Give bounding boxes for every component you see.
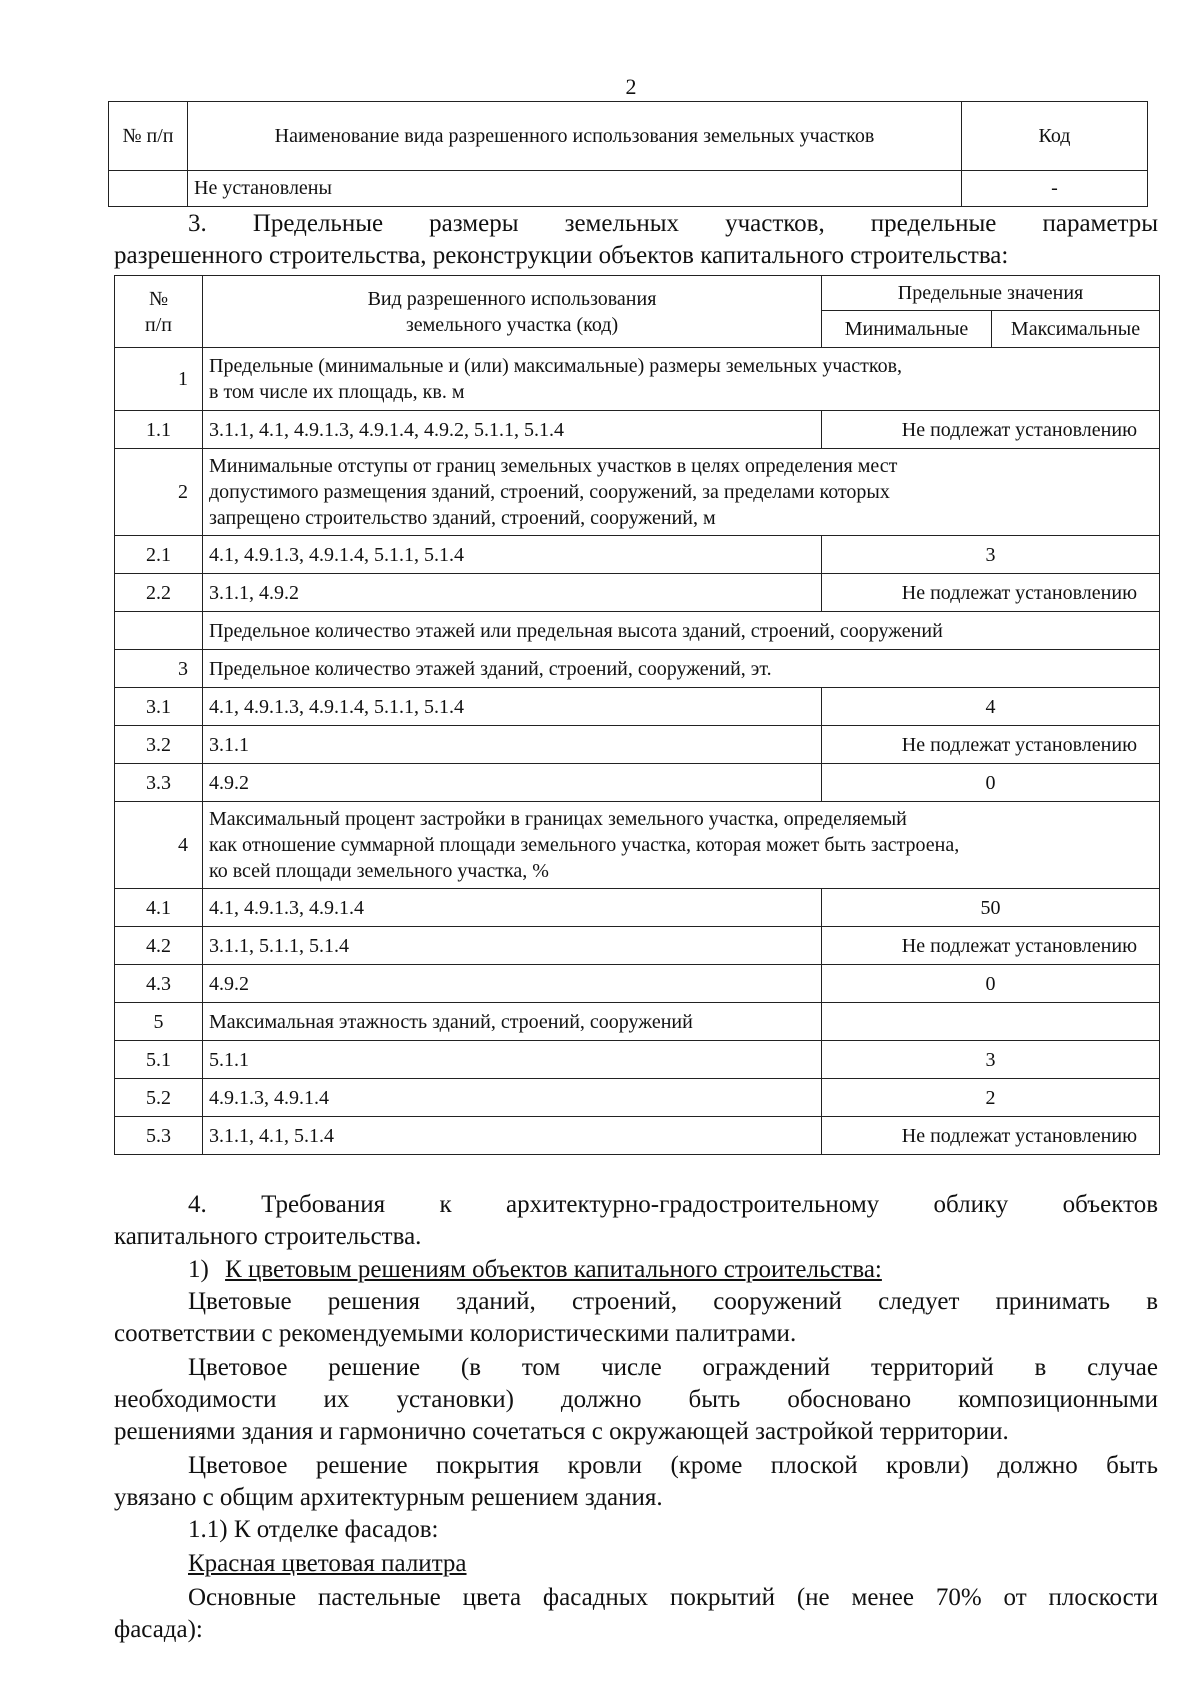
header-number: № п/п [115,276,203,348]
row-text: Предельное количество этажей или предельная высота зданий, строений, сооружений [203,612,1160,650]
row-value: 0 [822,965,1160,1003]
palette-title-text: Красная цветовая палитра [188,1550,467,1577]
table-row [115,1079,1160,1117]
row-value: Не подлежат установлению [822,726,1160,764]
row-number [115,612,203,650]
header-number: № п/п [109,102,188,171]
table-row [115,1003,1160,1041]
subsection-1-number: 1) [188,1256,209,1283]
cell-number [109,171,188,207]
section-4-title-line-2: капитального строительства. [114,1223,422,1250]
paragraph-1-line-2: соответствии с рекомендуемыми колористическими палитрами. [114,1320,797,1347]
table-row [115,650,1160,688]
table-row [115,802,1160,889]
paragraph-1-line-1: Цветовые решения зданий, строений, сооружений следует принимать в [188,1288,1158,1315]
table-row [115,688,1160,726]
limits-table [114,275,1160,1155]
row-number: 3.3 [115,764,203,802]
paragraph-2-line-1: Цветовое решение (в том числе ограждений территорий в случае [188,1354,1158,1381]
subsection-1-heading [114,1254,1158,1286]
row-text: Предельное количество этажей зданий, строений, сооружений, эт. [203,650,1160,688]
subsection-1-title: К цветовым решениям объектов капитального строительства: [225,1256,882,1283]
header-limits: Предельные значения [822,276,1160,311]
header-max: Максимальные [992,311,1160,348]
palette-title [114,1548,1158,1580]
row-number: 4.3 [115,965,203,1003]
row-number: 1.1 [115,411,203,449]
section-3-line-1: 3. Предельные размеры земельных участков, предельные параметры [188,210,1158,237]
row-number: 5 [115,1003,203,1041]
header-min: Минимальные [822,311,992,348]
row-value: 50 [822,889,1160,927]
row-text: 4.9.2 [203,764,822,802]
row-number: 3 [115,650,203,688]
row-number: 4 [115,802,203,889]
row-number: 5.2 [115,1079,203,1117]
table-row [115,449,1160,536]
table-row [115,574,1160,612]
section-3-line-2: разрешенного строительства, реконструкции объектов капитального строительства: [114,242,1009,269]
paragraph-3-line-2: увязано с общим архитектурным решением здания. [114,1484,663,1511]
row-number: 4.2 [115,927,203,965]
row-value: 0 [822,764,1160,802]
row-text: 4.9.2 [203,965,822,1003]
row-text: 3.1.1, 4.9.2 [203,574,822,612]
paragraph-2-line-2: необходимости их установки) должно быть обосновано композиционными [114,1386,1158,1413]
paragraph-2-line-3: решениями здания и гармонично сочетаться с окружающей застройкой территории. [114,1418,1009,1445]
row-number: 4.1 [115,889,203,927]
table-row [115,927,1160,965]
table-row [115,889,1160,927]
row-number: 2.2 [115,574,203,612]
row-text: Максимальная этажность зданий, строений, сооружений [203,1003,822,1041]
row-text: 4.1, 4.9.1.3, 4.9.1.4 [203,889,822,927]
row-number: 2.1 [115,536,203,574]
table-row [115,726,1160,764]
land-use-types-table [108,101,1148,207]
table-row [115,536,1160,574]
row-text: 4.9.1.3, 4.9.1.4 [203,1079,822,1117]
header-kind: Вид разрешенного использования земельного участка (код) [203,276,822,348]
row-value: Не подлежат установлению [822,1117,1160,1155]
row-number: 1 [115,348,203,411]
row-text: Минимальные отступы от границ земельных участков в целях определения мест допустимого размещения зданий, строений, сооружений, за пределами которых запрещено строительство зданий, строений, сооружений, м [203,449,1160,536]
row-text: 4.1, 4.9.1.3, 4.9.1.4, 5.1.1, 5.1.4 [203,688,822,726]
cell-name: Не установлены [188,171,962,207]
table-row [115,1041,1160,1079]
table-header-row [109,102,1148,171]
row-text: Предельные (минимальные и (или) максимальные) размеры земельных участков, в том числе их площадь, кв. м [203,348,1160,411]
row-value: 2 [822,1079,1160,1117]
row-number: 3.1 [115,688,203,726]
row-text: 3.1.1, 4.1, 5.1.4 [203,1117,822,1155]
table-row [115,411,1160,449]
row-text: Максимальный процент застройки в границах земельного участка, определяемый как отношение суммарной площади земельного участка, которая может быть застроена, ко всей площади земельного участка, % [203,802,1160,889]
table-header-row [115,276,1160,311]
header-name: Наименование вида разрешенного использования земельных участков [188,102,962,171]
table-row [115,612,1160,650]
paragraph-3-line-1: Цветовое решение покрытия кровли (кроме плоской кровли) должно быть [188,1452,1158,1479]
table-row [115,348,1160,411]
row-value [822,1003,1160,1041]
row-text: 5.1.1 [203,1041,822,1079]
row-text: 3.1.1 [203,726,822,764]
row-value: 4 [822,688,1160,726]
row-text: 3.1.1, 5.1.1, 5.1.4 [203,927,822,965]
table-row [115,1117,1160,1155]
row-text: 4.1, 4.9.1.3, 4.9.1.4, 5.1.1, 5.1.4 [203,536,822,574]
row-number: 5.3 [115,1117,203,1155]
subsection-1-1-heading: 1.1) К отделке фасадов: [188,1516,439,1543]
table-row [109,171,1148,207]
table-row [115,764,1160,802]
row-value: Не подлежат установлению [822,927,1160,965]
row-value: Не подлежат установлению [822,411,1160,449]
cell-code: - [962,171,1148,207]
page-number: 2 [625,74,637,99]
paragraph-4-line-2: фасада): [114,1616,203,1643]
row-text: 3.1.1, 4.1, 4.9.1.3, 4.9.1.4, 4.9.2, 5.1.1, 5.1.4 [203,411,822,449]
row-value: 3 [822,1041,1160,1079]
row-value: 3 [822,536,1160,574]
table-row [115,965,1160,1003]
row-number: 2 [115,449,203,536]
row-number: 5.1 [115,1041,203,1079]
section-4-title-line-1: 4. Требования к архитектурно-градостроительному облику объектов [188,1191,1158,1218]
header-code: Код [962,102,1148,171]
row-value: Не подлежат установлению [822,574,1160,612]
paragraph-4-line-1: Основные пастельные цвета фасадных покрытий (не менее 70% от плоскости [188,1584,1158,1611]
row-number: 3.2 [115,726,203,764]
